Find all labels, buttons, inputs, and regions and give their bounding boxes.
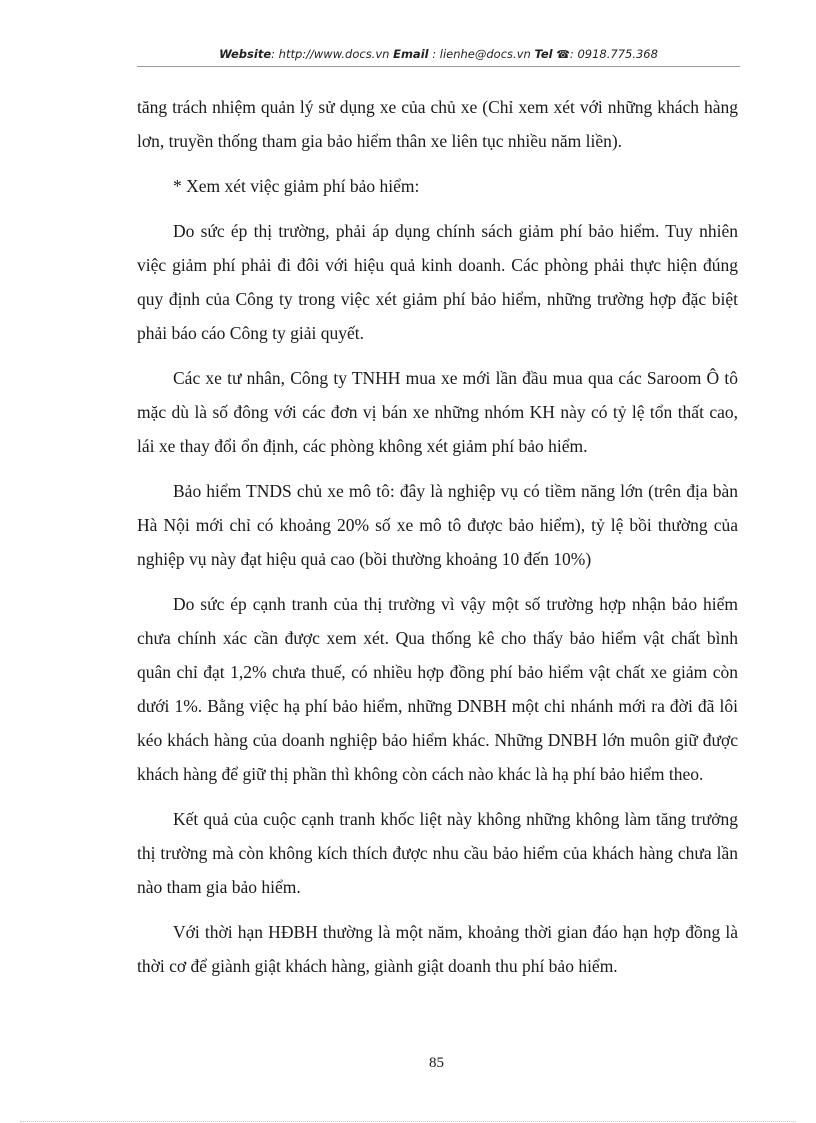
paragraph: Do sức ép cạnh tranh của thị trường vì vậy một số trường hợp nhận bảo hiểm chưa chính xác cần được xem xét. Qua thống kê cho thấy bảo hiểm vật chất bình quân chỉ đạt 1,2% chưa thuế, có nhiều hợp đồng phí bảo hiểm vật chất xe giảm còn dưới 1%. Bằng việc hạ phí bảo hiểm, những DNBH một chi nhánh mới ra đời đã lôi kéo khách hàng của doanh nghiệp bảo hiểm khác. Những DNBH lớn muôn giữ được khách hàng để giữ thị phần thì không còn cách nào khác là hạ phí bảo hiểm theo.: [137, 594, 738, 784]
paragraph: Bảo hiểm TNDS chủ xe mô tô: đây là nghiệp vụ có tiềm năng lớn (trên địa bàn Hà Nội mới chỉ có khoảng 20% số xe mô tô được bảo hiểm), tỷ lệ bồi thường của nghiệp vụ này đạt hiệu quả cao (bồi thường khoảng 10 đến 10%): [137, 481, 738, 569]
tel-label: Tel: [534, 47, 553, 61]
paragraph: Kết quả của cuộc cạnh tranh khốc liệt này không những không làm tăng trưởng thị trường mà còn không kích thích được nhu cầu bảo hiểm của khách hàng chưa lần nào tham gia bảo hiểm.: [137, 809, 738, 897]
paragraph: Với thời hạn HĐBH thường là một năm, khoảng thời gian đáo hạn hợp đồng là thời cơ để giành giật khách hàng, giành giật doanh thu phí bảo hiểm.: [137, 922, 738, 976]
page-number: 85: [429, 1055, 444, 1071]
tel-value: : 0918.775.368: [569, 47, 658, 61]
email-label: Email: [393, 47, 429, 61]
website-value: : http://www.docs.vn: [271, 47, 390, 61]
section-heading: * Xem xét việc giảm phí bảo hiểm:: [173, 176, 420, 196]
footer-dotted-line: [20, 1121, 796, 1122]
paragraph: Do sức ép thị trường, phải áp dụng chính sách giảm phí bảo hiểm. Tuy nhiên việc giảm phí phải đi đôi với hiệu quả kinh doanh. Các phòng phải thực hiện đúng quy định của Công ty trong việc xét giảm phí bảo hiểm, những trường hợp đặc biệt phải báo cáo Công ty giải quyết.: [137, 221, 738, 343]
phone-icon: ☎: [556, 48, 570, 61]
paragraph-continuation: tăng trách nhiệm quản lý sử dụng xe của chủ xe (Chỉ xem xét với những khách hàng lơn, truyền thống tham gia bảo hiểm thân xe liên tục nhiều năm liền).: [137, 97, 738, 151]
email-value: : lienhe@docs.vn: [432, 47, 531, 61]
paragraph: Các xe tư nhân, Công ty TNHH mua xe mới lần đầu mua qua các Saroom Ô tô mặc dù là số đông với các đơn vị bán xe những nhóm KH này có tỷ lệ tổn thất cao, lái xe thay đổi ổn định, các phòng không xét giảm phí bảo hiểm.: [137, 368, 738, 456]
header-rule: [137, 66, 740, 67]
website-label: Website: [219, 47, 272, 61]
page-header: [137, 47, 740, 61]
document-body: [137, 90, 738, 994]
